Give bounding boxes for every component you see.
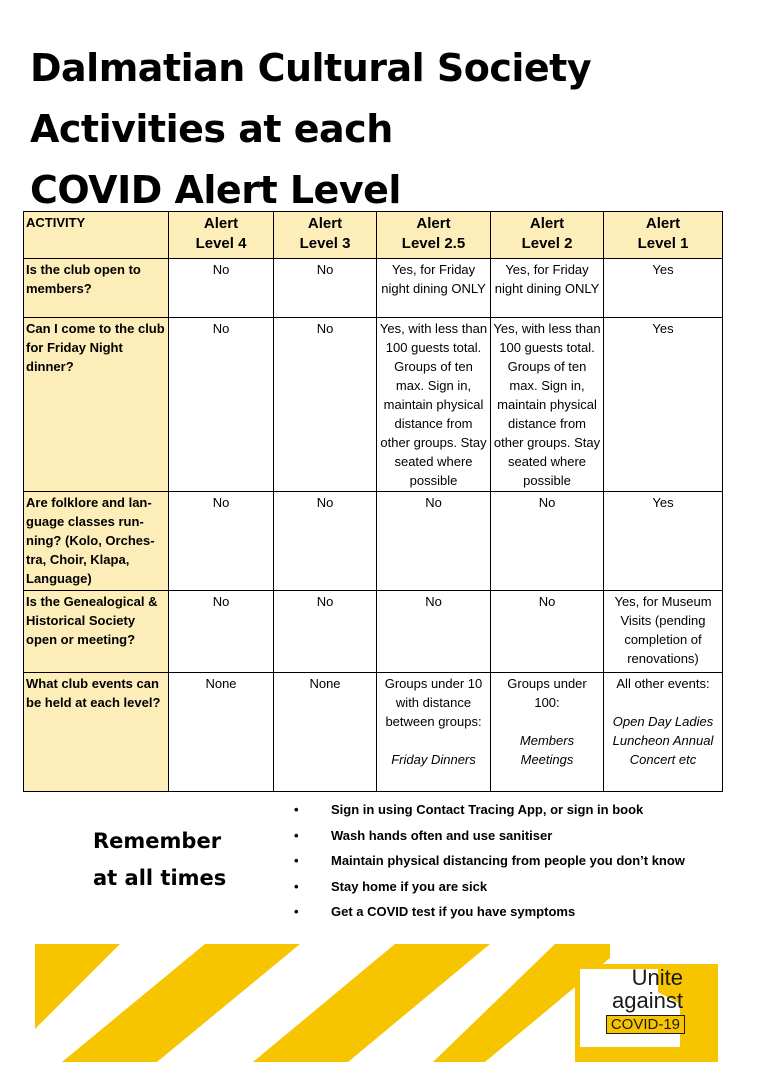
- events-level-4: None: [169, 673, 274, 792]
- answer-level-2: No: [491, 591, 604, 673]
- title-line-3: COVID Alert Level: [30, 168, 401, 212]
- header-level-1: Alert Level 1: [604, 212, 723, 259]
- answer-level-3: No: [274, 318, 377, 492]
- answer-level-2: Yes, for Friday night dining ONLY: [491, 259, 604, 318]
- page-title: [30, 38, 730, 221]
- events-level-2-5: [377, 673, 491, 792]
- events-level-2-5-list: Friday Dinners: [391, 752, 476, 767]
- events-level-1-title: All other events:: [616, 676, 710, 691]
- question-cell: Are folklore and lan-guage classes run-ning? (Kolo, Orches-tra, Choir, Klapa, Language): [24, 492, 169, 591]
- list-item: • Wash hands often and use sanitiser: [294, 827, 553, 843]
- answer-level-4: No: [169, 591, 274, 673]
- alert-level-table: [23, 211, 723, 792]
- list-item: • Get a COVID test if you have symptoms: [294, 904, 576, 920]
- header-level-3: Alert Level 3: [274, 212, 377, 259]
- answer-level-2-5: Yes, for Friday night dining ONLY: [377, 259, 491, 318]
- events-level-2-5-title: Groups under 10 with distance between groups:: [384, 676, 483, 729]
- events-level-1-list: Open Day Ladies Luncheon Annual Concert etc: [612, 714, 714, 767]
- answer-level-2: Yes, with less than 100 guests total. Groups of ten max. Sign in, maintain physical distance from other groups. Stay seated where possible: [491, 318, 604, 492]
- answer-level-1: Yes: [604, 318, 723, 492]
- list-item: • Stay home if you are sick: [294, 878, 488, 894]
- reminder-list: [292, 801, 685, 929]
- bullet-icon: •: [294, 853, 299, 869]
- answer-level-1: Yes, for Museum Visits (pending completion of renovations): [604, 591, 723, 673]
- answer-level-3: No: [274, 492, 377, 591]
- bullet-icon: •: [294, 827, 299, 843]
- list-item: • Maintain physical distancing from people you don’t know: [294, 853, 685, 869]
- header-activity: ACTIVITY: [24, 212, 169, 259]
- answer-level-2-5: No: [377, 591, 491, 673]
- table-row: [24, 259, 723, 318]
- bullet-icon: •: [294, 802, 299, 817]
- answer-level-4: No: [169, 318, 274, 492]
- answer-level-3: No: [274, 591, 377, 673]
- header-level-2-5: Alert Level 2.5: [377, 212, 491, 259]
- table-header-row: [24, 212, 723, 259]
- remember-heading: [93, 823, 226, 897]
- bullet-icon: •: [294, 904, 299, 920]
- remember-line-1: Remember: [93, 829, 222, 853]
- table-row: [24, 591, 723, 673]
- answer-level-1: Yes: [604, 492, 723, 591]
- remember-line-2: at all times: [93, 866, 227, 890]
- events-level-2: [491, 673, 604, 792]
- header-level-4: Alert Level 4: [169, 212, 274, 259]
- answer-level-3: No: [274, 259, 377, 318]
- events-level-2-title: Groups under 100:: [507, 676, 587, 710]
- list-item: • Sign in using Contact Tracing App, or sign in book: [294, 802, 644, 817]
- events-level-2-list: Members Meetings: [519, 733, 575, 767]
- title-line-1: Dalmatian Cultural Society: [30, 46, 592, 90]
- logo-line-2: against: [612, 988, 683, 1013]
- bullet-icon: •: [294, 878, 299, 894]
- title-line-2: Activities at each: [30, 107, 393, 151]
- unite-against-covid-logo: [575, 965, 687, 1037]
- answer-level-4: No: [169, 259, 274, 318]
- logo-line-3: COVID-19: [606, 1015, 685, 1034]
- events-level-1: [604, 673, 723, 792]
- table-row: [24, 492, 723, 591]
- header-level-2: Alert Level 2: [491, 212, 604, 259]
- question-cell: Can I come to the club for Friday Night dinner?: [24, 318, 169, 492]
- question-cell: Is the club open to members?: [24, 259, 169, 318]
- answer-level-2-5: No: [377, 492, 491, 591]
- question-cell: What club events can be held at each level?: [24, 673, 169, 792]
- answer-level-2: No: [491, 492, 604, 591]
- answer-level-4: No: [169, 492, 274, 591]
- table-row: [24, 318, 723, 492]
- answer-level-2-5: Yes, with less than 100 guests total. Groups of ten max. Sign in, maintain physical distance from other groups. Stay seated where possible: [377, 318, 491, 492]
- logo-line-1: Unite: [631, 965, 683, 990]
- stripe: [35, 944, 120, 1029]
- table-row-events: [24, 673, 723, 792]
- question-cell: Is the Genealogical & Historical Society open or meeting?: [24, 591, 169, 673]
- answer-level-1: Yes: [604, 259, 723, 318]
- events-level-3: None: [274, 673, 377, 792]
